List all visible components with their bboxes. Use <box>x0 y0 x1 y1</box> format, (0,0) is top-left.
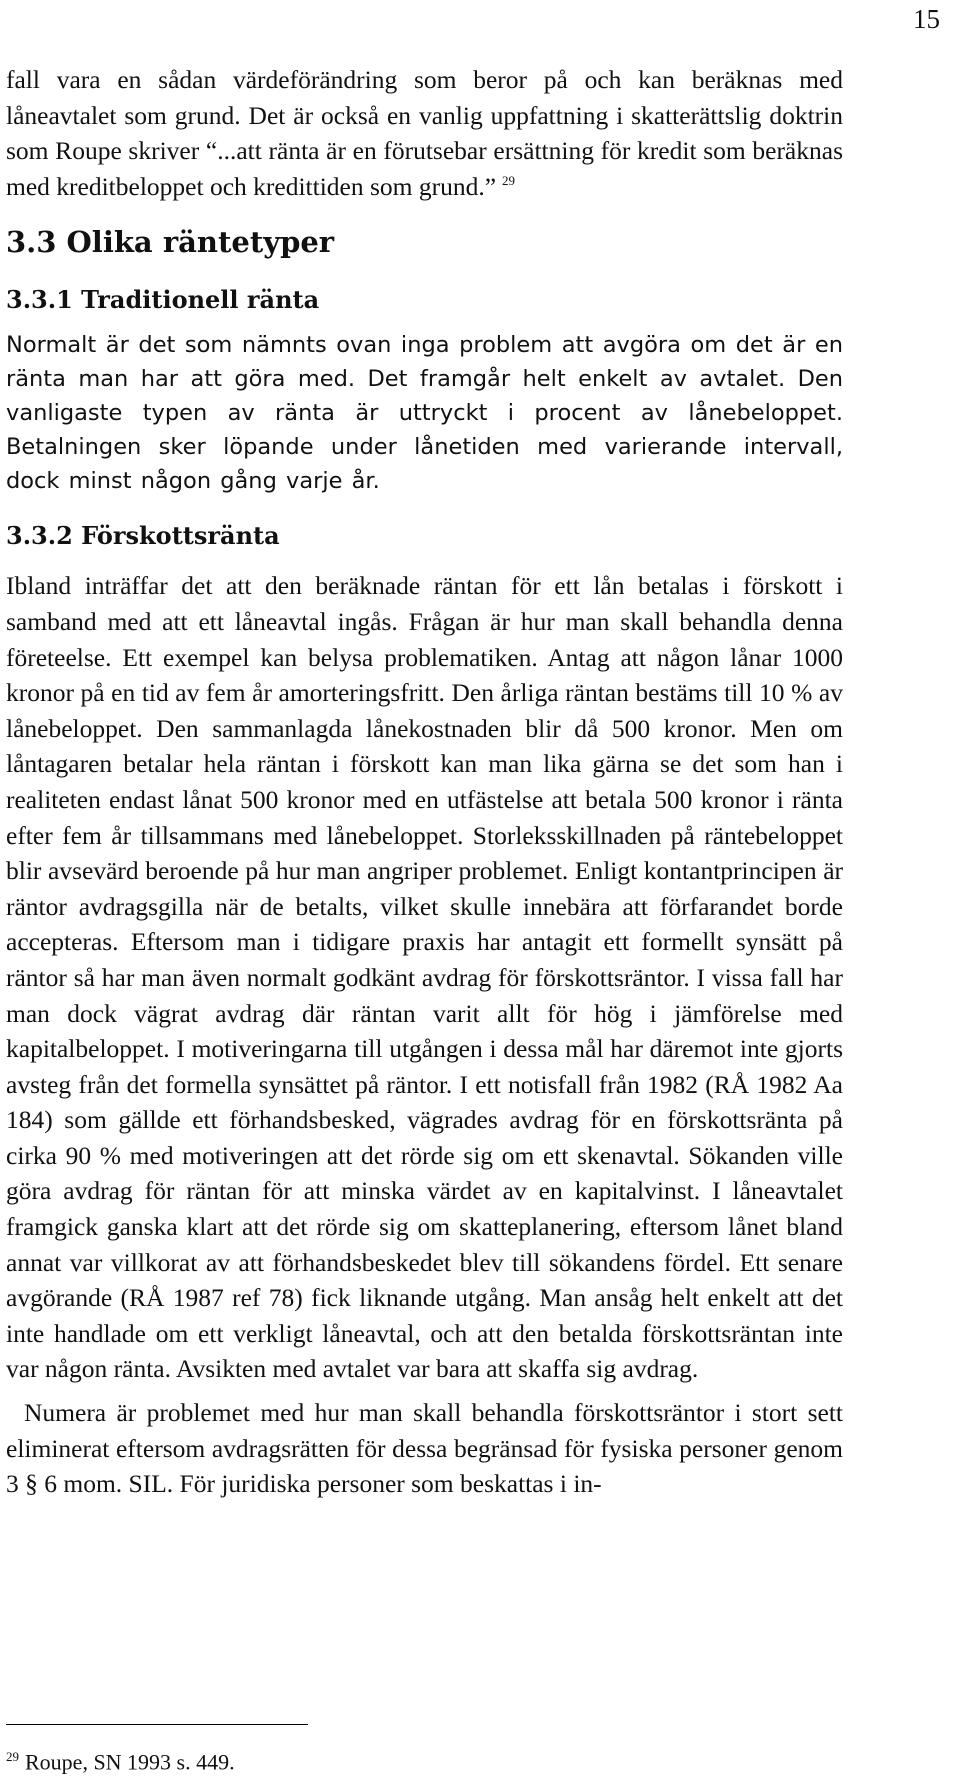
page-number: 15 <box>913 4 940 34</box>
subsection-traditionell-text: Normalt är det som nämnts ovan inga problem att avgöra om det är en ränta man har att göra med. Det framgår helt enkelt av avtalet. Den vanligaste typen av ränta är uttryckt i procent av lånebeloppet. Betalningen sker löpande under lånetiden med varierande intervall, dock minst någon gång varje år. <box>6 332 843 495</box>
subsection-heading-forskott: 3.3.2 Förskottsränta <box>6 521 280 551</box>
footnote-number: 29 <box>6 1749 19 1764</box>
section-heading: 3.3 Olika räntetyper <box>6 225 335 260</box>
subsection-forskott-text: Ibland inträffar det att den beräknade räntan för ett lån betalas i förskott i samband med att ett låneavtal ingås. Frågan är hur man skall behandla denna företeelse. Ett exempel kan belysa problematiken. Antag att någon lånar 1000 kronor på en tid av fem år amorteringsfritt. Den årliga räntan bestäms till 10 % av lånebeloppet. Den sammanlagda lånekostnaden blir då 500 kronor. Men om låntagaren betalar hela räntan i förskott kan man lika gärna se det som han i realiteten endast lånat 500 kronor med en utfästelse att betala 500 kronor i ränta efter fem år tillsammans med lånebeloppet. Storleksskillnaden på räntebeloppet blir avsevärd beroende på hur man angriper problemet. Enligt kontantprincipen är räntor avdragsgilla när de betalts, vilket skulle innebära att förfarandet borde accepteras. Eftersom man i tidigare praxis har antagit ett formellt synsätt på räntor så har man även normalt godkänt avdrag för förskottsräntor. I vissa fall har man dock vägrat avdrag där räntan varit allt för hög i jämförelse med kapitalbeloppet. I motiveringarna till utgången i dessa mål har däremot inte gjorts avsteg från det formella synsättet på räntor. I ett notisfall från 1982 (RÅ 1982 Aa 184) som gällde ett förhandsbesked, vägrades avdrag för en förskottsränta på cirka 90 % med motiveringen att det rörde sig om ett skenavtal. Sökanden ville göra avdrag för räntan för att minska värdet av en kapitalvinst. I låneavtalet framgick ganska klart att det rörde sig om skatteplanering, eftersom lånet bland annat var villkorat av att förhandsbeskedet blev till sökandens fördel. Ett senare avgörande (RÅ 1987 ref 78) fick liknande utgång. Man ansåg helt enkelt att det inte handlade om ett verkligt låneavtal, och att den betalda förskottsräntan inte var någon ränta. Avsikten med avtalet var bara att skaffa sig avdrag. <box>6 571 843 1384</box>
footnote-divider <box>6 1724 308 1725</box>
intro-paragraph <box>6 62 843 204</box>
footnote-text: Roupe, SN 1993 s. 449. <box>25 1749 235 1775</box>
subsection-heading-traditionell: 3.3.1 Traditionell ränta <box>6 285 320 315</box>
subsection-forskott-text-2: Numera är problemet med hur man skall behandla förskottsräntor i stort sett eliminerat eftersom avdragsrätten för dessa begränsad för fysiska personer genom 3 § 6 mom. SIL. För juridiska personer som beskattas i in- <box>6 1398 843 1499</box>
footnote-reference: 29 <box>502 173 516 189</box>
intro-paragraph-text: fall vara en sådan värdeförändring som beror på och kan beräknas med låneavtalet som grund. Det är också en vanlig uppfattning i skatterättslig doktrin som Roupe skriver “...att ränta är en förutsebar ersättning för kredit som beräknas med kreditbeloppet och kredittiden som grund.” <box>6 65 843 201</box>
footnote <box>6 1744 235 1775</box>
document-body <box>6 62 843 1502</box>
